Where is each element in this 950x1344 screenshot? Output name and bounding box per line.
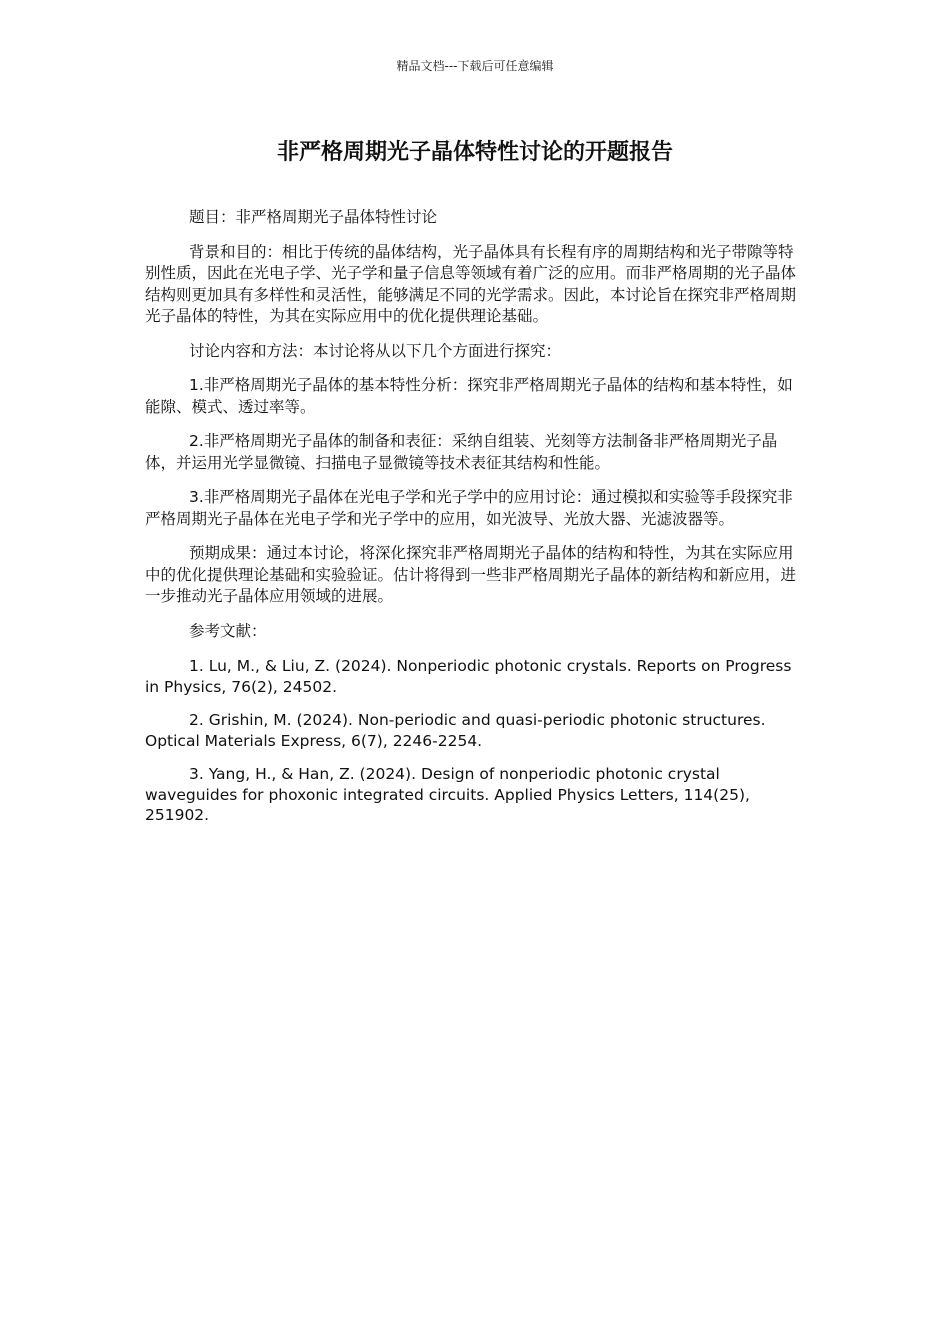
background-paragraph: 背景和目的：相比于传统的晶体结构，光子晶体具有长程有序的周期结构和光子带隙等特别性质，因此在光电子学、光子学和量子信息等领域有着广泛的应用。而非严格周期的光子晶体结构则更加具有多样性和灵活性，能够满足不同的光学需求。因此，本讨论旨在探究非严格周期光子晶体的特性，为其在实际应用中的优化提供理论基础。 bbox=[145, 242, 797, 325]
method-item: 3.非严格周期光子晶体在光电子学和光子学中的应用讨论：通过模拟和实验等手段探究非严格周期光子晶体在光电子学和光子学中的应用，如光波导、光放大器、光滤波器等。 bbox=[145, 488, 793, 528]
reference-item: 1. Lu, M., & Liu, Z. (2024). Nonperiodic photonic crystals. Reports on Progress in Physics, 76(2), 24502. bbox=[145, 657, 792, 696]
reference-item: 2. Grishin, M. (2024). Non-periodic and quasi-periodic photonic structures. Optical Materials Express, 6(7), 2246-2254. bbox=[145, 711, 766, 750]
document-body bbox=[145, 207, 807, 839]
method-item: 1.非严格周期光子晶体的基本特性分析：探究非严格周期光子晶体的结构和基本特性，如能隙、模式、透过率等。 bbox=[145, 376, 793, 416]
topic-paragraph: 题目：非严格周期光子晶体特性讨论 bbox=[189, 208, 438, 226]
methods-intro-paragraph: 讨论内容和方法：本讨论将从以下几个方面进行探究： bbox=[189, 341, 562, 360]
reference-item: 3. Yang, H., & Han, Z. (2024). Design of nonperiodic photonic crystal waveguides for phoxonic integrated circuits. Applied Physics Letters, 114(25), 251902. bbox=[145, 765, 750, 824]
page-header-note: 精品文档---下载后可任意编辑 bbox=[396, 59, 554, 73]
references-list bbox=[145, 656, 807, 826]
expected-results-paragraph: 预期成果：通过本讨论，将深化探究非严格周期光子晶体的结构和特性，为其在实际应用中的优化提供理论基础和实验验证。估计将得到一些非严格周期光子晶体的新结构和新应用，进一步推动光子晶体应用领域的进展。 bbox=[145, 544, 797, 605]
references-label: 参考文献： bbox=[189, 621, 267, 640]
document-title: 非严格周期光子晶体特性讨论的开题报告 bbox=[276, 140, 673, 165]
methods-list bbox=[145, 375, 807, 530]
method-item: 2.非严格周期光子晶体的制备和表征：采纳自组装、光刻等方法制备非严格周期光子晶体，并运用光学显微镜、扫描电子显微镜等技术表征其结构和性能。 bbox=[145, 432, 778, 472]
